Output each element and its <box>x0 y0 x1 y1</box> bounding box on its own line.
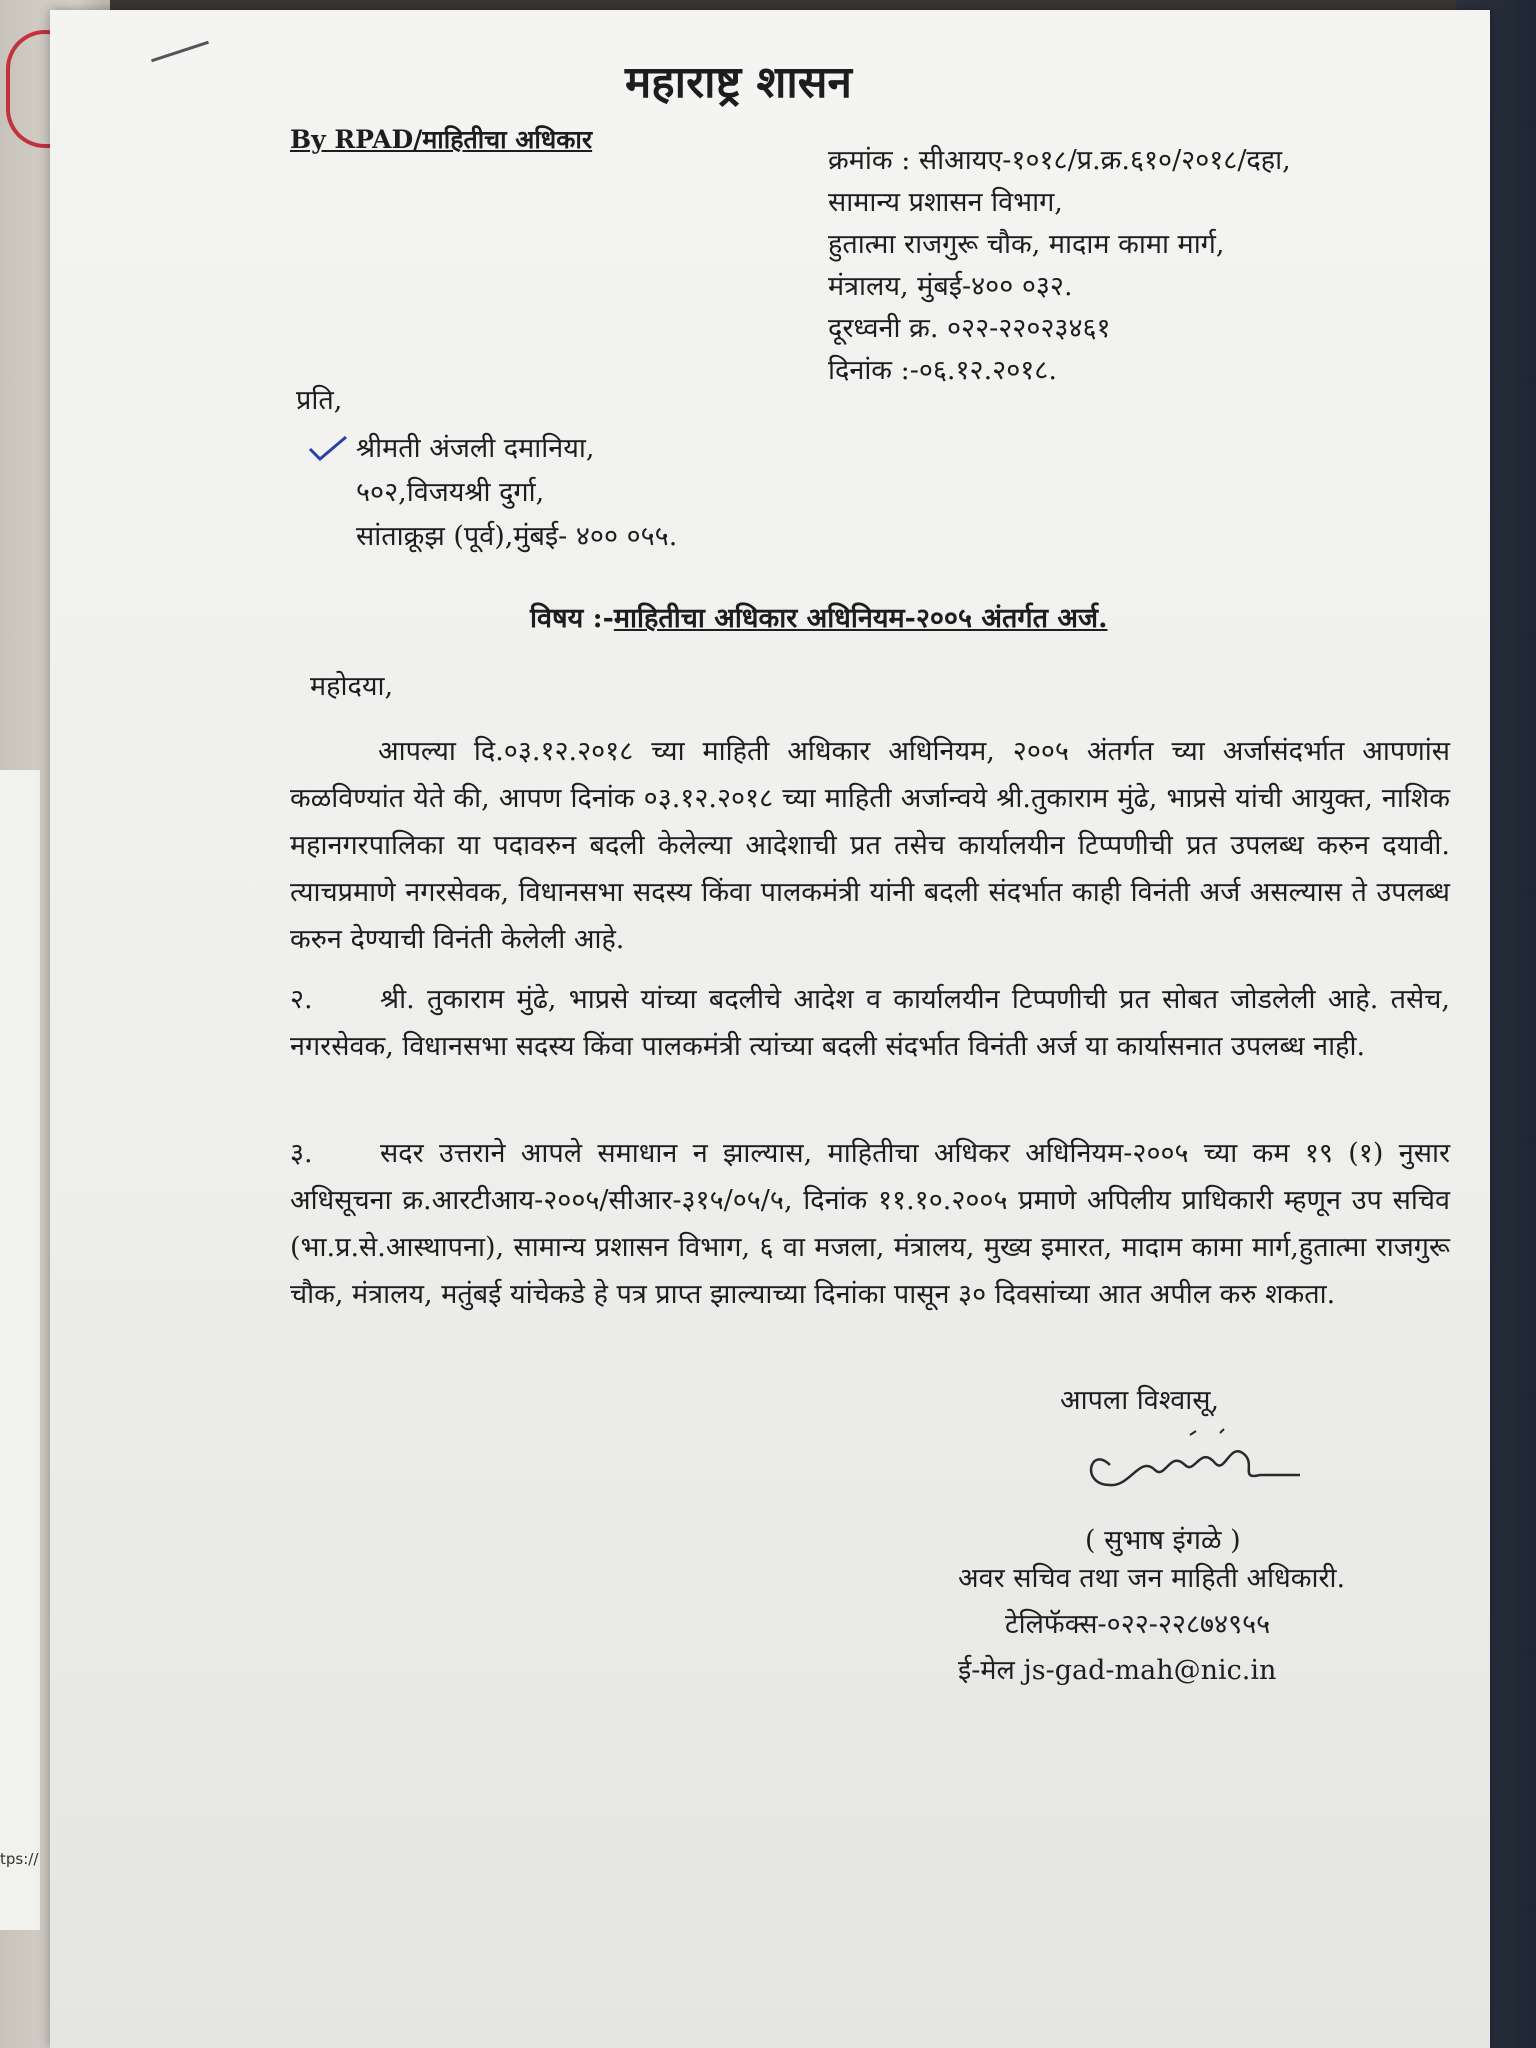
subject-line <box>530 598 1107 635</box>
paragraph-2-number: २. <box>290 984 313 1015</box>
closing: आपला विश्वासू, <box>1060 1385 1220 1416</box>
subject-label: विषय :- <box>530 603 614 634</box>
handwritten-signature <box>1070 1425 1310 1505</box>
paragraph-1: आपल्या दि.०३.१२.२०१८ च्या माहिती अधिकार अधिनियम, २००५ अंतर्गत च्या अर्जासंदर्भात आपणांस कळविण्यांत येते की, आपण दिनांक ०३.१२.२०१८ च्या माहिती अर्जान्वये श्री.तुकाराम मुंढे, भाप्रसे यांची आयुक्त, नाशिक महानगरपालिका या पदावरुन बदली केलेल्या आदेशाची प्रत तसेच कार्यालयीन टिप्पणीची प्रत उपलब्ध करुन दयावी. त्याचप्रमाणे नगरसेवक, विधानसभा सदस्य किंवा पालकमंत्री यांनी बदली संदर्भात काही विनंती अर्ज असल्यास ते उपलब्ध करुन देण्याची विनंती केलेली आहे. <box>290 736 1450 955</box>
recipient-address-line2: सांताक्रूझ (पूर्व),मुंबई- ४०० ०५५. <box>356 521 678 552</box>
checkmark-icon <box>308 435 348 461</box>
signatory-name: ( सुभाष इंगळे ) <box>1085 1525 1241 1556</box>
office-street: हुतात्मा राजगुरू चौक, मादाम कामा मार्ग, <box>828 229 1225 260</box>
letter-header: महाराष्ट्र शासन <box>625 57 852 108</box>
paragraph-2-text: श्री. तुकाराम मुंढे, भाप्रसे यांच्या बदलीचे आदेश व कार्यालयीन टिप्पणीची प्रत सोबत जोडलेली आहे. तसेच, नगरसेवक, विधानसभा सदस्य किंवा पालकमंत्री त्यांच्या बदली संदर्भात विनंती अर्ज या कार्यासनात उपलब्ध नाही. <box>290 984 1450 1062</box>
letter-sheet <box>50 10 1490 2048</box>
email: ई-मेल js-gad-mah@nic.in <box>958 1655 1277 1686</box>
office-phone: दूरध्वनी क्र. ०२२-२२०२३४६१ <box>828 313 1111 344</box>
office-city: मंत्रालय, मुंबई-४०० ०३२. <box>828 271 1073 302</box>
underlying-paper <box>0 770 40 1930</box>
paragraph-3 <box>290 1130 1450 1318</box>
recipient-address-line1: ५०२,विजयश्री दुर्गा, <box>356 477 545 508</box>
background-url-fragment: tps:// <box>0 1850 39 1868</box>
paragraph-3-text: सदर उत्तराने आपले समाधान न झाल्यास, माहितीचा अधिकर अधिनियम-२००५ च्या कम १९ (१) नुसार अधिसूचना क्र.आरटीआय-२००५/सीआर-३१५/०५/५, दिनांक ११.१०.२००५ प्रमाणे अपिलीय प्राधिकारी म्हणून उप सचिव (भा.प्र.से.आस्थापना), सामान्य प्रशासन विभाग, ६ वा मजला, मंत्रालय, मुख्य इमारत, मादाम कामा मार्ग,हुतात्मा राजगुरू चौक, मंत्रालय, मतुंबई यांचेकडे हे पत्र प्राप्त झाल्याच्या दिनांका पासून ३० दिवसांच्या आत अपील करु शकता. <box>290 1138 1450 1310</box>
telefax: टेलिफॅक्स-०२२-२२८७४९५५ <box>1005 1609 1271 1640</box>
paragraph-2 <box>290 976 1450 1070</box>
subject-text: माहितीचा अधिकार अधिनियम-२००५ अंतर्गत अर्ज. <box>613 603 1108 634</box>
pen-mark <box>151 41 209 62</box>
reference-number: क्रमांक : सीआयए-१०१८/प्र.क्र.६१०/२०१८/दहा, <box>828 145 1291 176</box>
paragraph-3-number: ३. <box>290 1138 313 1169</box>
office-department: सामान्य प्रशासन विभाग, <box>828 187 1063 218</box>
signatory-title: अवर सचिव तथा जन माहिती अधिकारी. <box>958 1563 1346 1594</box>
recipient-name: श्रीमती अंजली दमानिया, <box>356 433 595 464</box>
to-label: प्रति, <box>296 385 343 416</box>
letter-date: दिनांक :-०६.१२.२०१८. <box>828 355 1057 386</box>
salutation: महोदया, <box>310 671 394 702</box>
delivery-mode: By RPAD/माहितीचा अधिकार <box>290 125 593 154</box>
